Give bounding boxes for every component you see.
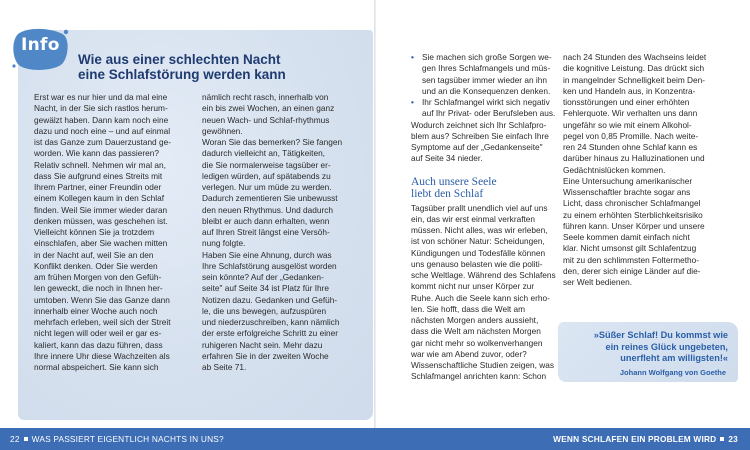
text-line: Wodurch zeichnet sich Ihr Schlafpro- <box>411 119 547 130</box>
text-line: Fehlerquote. Wir verhalten uns dann <box>563 108 698 119</box>
info-badge-label: Info <box>21 35 60 55</box>
text-line: in der Nacht auf, weil Sie an den <box>34 249 154 260</box>
text-line: ken und Handeln aus, in Konzentra- <box>563 85 696 96</box>
subheading-line: liebt den Schlaf <box>411 188 484 200</box>
text-line: dass Sie aufgrund eines Streits mit <box>34 170 163 181</box>
text-line: und niederzuschreiben, kann nämlich <box>202 317 340 327</box>
text-line: ser Welt bedienen. <box>563 277 633 287</box>
text-line: ein bis zwei Wochen, an einen ganz <box>202 103 335 114</box>
text-line: nach 24 Stunden des Wachseins leidet <box>563 52 707 62</box>
text-line: auf Seite 34 nieder. <box>411 153 483 164</box>
text-line: denken müssen, was geschehen ist. <box>34 215 168 226</box>
text-line: Schlafmangel anrichten kann: Schon <box>411 371 547 382</box>
text-line: führen kann. Unser Körper und unsere <box>563 220 705 231</box>
text-line: worden. Wie kann das passieren? <box>34 148 159 159</box>
text-line: umtoben. Wenn Sie das Ganze dann <box>34 294 170 305</box>
text-line: Konflikt denken. Oder Sie werden <box>34 260 158 271</box>
text-line: den neuen Rhythmus. Und dadurch <box>202 204 333 215</box>
text-line: innerhalb einer Woche auch noch <box>34 305 158 316</box>
text-line: Eine Untersuchung amerikanischer <box>563 175 693 186</box>
quote-line: »Süßer Schlaf! Du kommst wie <box>593 330 728 340</box>
subheading-line: Auch unsere Seele <box>411 175 497 188</box>
text-line: Wissenschaftler brachte sogar ans <box>563 187 691 197</box>
running-title-right: WENN SCHLAFEN EIN PROBLEM WIRD <box>553 434 717 444</box>
page-number-left: 22 <box>10 434 20 444</box>
text-line: Kündigungen und Todesfälle können <box>411 247 546 258</box>
bullet-text: auf Ihr Privat- oder Berufsleben aus. <box>422 108 556 119</box>
text-line: nächsten Morgen anders aussieht, <box>411 315 539 325</box>
text-line: Relativ schnell. Nehmen wir mal an, <box>34 159 166 170</box>
bullet-text: Ihr Schlafmangel wirkt sich negativ <box>422 97 550 107</box>
text-line: dass die Welt am nächsten Morgen <box>411 326 541 337</box>
text-line: Nacht, in der Sie sich rastlos herum- <box>34 103 168 114</box>
text-line: uns genauso belasten wie die politi- <box>411 258 543 269</box>
text-line: dadurch vielleicht an, Tätigkeiten, <box>202 148 325 159</box>
text-line: Ihre innere Uhr diese Wachzeiten als <box>34 350 170 361</box>
bullet-text: gen Ihres Schlafmangels und müs- <box>422 63 551 74</box>
text-line: darüber hinaus zu Halluzinationen und <box>563 153 705 164</box>
text-line: tionsstörungen und einer erhöhten <box>563 97 690 107</box>
text-line: mit zu den schlimmsten Foltermetho- <box>563 254 700 265</box>
text-line: ruhigeren Nacht sein. Mehr dazu <box>202 339 323 350</box>
text-line: pegel von 0,85 Promille. Nach weite- <box>563 130 699 141</box>
text-line: ledigen würden, auf spätabends zu <box>202 170 331 181</box>
text-line: Symptome auf der „Gedankenseite" <box>411 142 543 152</box>
text-line: Haben Sie eine Ahnung, durch was <box>202 249 332 260</box>
paragraph <box>411 120 549 165</box>
text-line: ungefähr so wie mit einem Alkohol- <box>563 119 692 130</box>
text-line: ren 24 Stunden ohne Schlaf kann es <box>563 142 698 152</box>
text-line: ist das Ganze zum Dauerzustand ge- <box>34 137 171 147</box>
text-line: finden. Weil Sie immer wieder daran <box>34 204 168 215</box>
text-line: sche Weltlage. Während des Schlafens <box>411 270 556 280</box>
text-line: klar. Nicht umsonst gilt Schlafentzug <box>563 243 697 254</box>
text-line: nämlich recht rasch, innerhalb von <box>202 92 329 102</box>
text-line: Ihrem Partner, einer Freundin oder <box>34 182 162 192</box>
quote-box <box>558 322 738 382</box>
text-line: ein, das wir erst einmal verkraften <box>411 213 536 224</box>
text-line: nung folgte. <box>202 238 246 249</box>
text-line: Ihre Schlafstörung ausgelöst worden <box>202 260 337 271</box>
quote-line: unerfleht am willigsten!« <box>620 353 728 363</box>
text-line: auf Ihren Streit längst eine Versöh- <box>202 227 330 237</box>
text-line: die Sie normalerweise tagsüber er- <box>202 159 331 170</box>
text-line: kaliert, kann das dazu führen, dass <box>34 339 163 350</box>
text-line: len. Sie hofft, dass die Welt am <box>411 303 526 314</box>
paragraph <box>411 202 556 383</box>
text-line: ab Seite 71. <box>202 362 247 372</box>
text-line: normal abspeichert. Sie kann sich <box>34 362 159 372</box>
bullet-line <box>411 75 549 86</box>
quote-line: ein reines Glück ungebeten, <box>605 341 728 352</box>
footer-left <box>10 434 224 444</box>
text-line: gewöhnen. <box>202 125 243 136</box>
bullet-line <box>411 63 549 74</box>
text-line: müssen. Nicht alles, was wir erleben, <box>411 225 548 235</box>
text-line: Dadurch zementieren Sie unbewusst <box>202 193 338 204</box>
text-line: kommt nicht nur unser Körper zur <box>411 281 535 292</box>
text-line: der erste erfolgreiche Schritt zu einer <box>202 328 339 339</box>
text-line: gewälzt haben. Dann kam noch eine <box>34 114 169 125</box>
text-line: gar nicht mehr so wolkenverhangen <box>411 337 543 348</box>
page-number-right: 23 <box>728 434 738 444</box>
text-line: dazu und noch eine – und auf einmal <box>34 125 171 136</box>
text-line: Vielleicht können Sie ja trotzdem <box>34 227 155 237</box>
text-line: zu einem erhöhten Sterblichkeitsrisiko <box>563 209 703 220</box>
text-line: Licht, dass chronischer Schlafmangel <box>563 198 701 209</box>
text-line: mehrfach erleben, weil sich der Streit <box>34 317 171 327</box>
bullet-item <box>411 52 552 97</box>
text-line: ist von schöner Natur: Scheidungen, <box>411 236 545 247</box>
text-line: sein könnte? Auf der „Gedanken- <box>202 272 324 282</box>
bullet-line <box>411 97 549 108</box>
text-line: Ruhe. Auch die Seele kann sich erho- <box>411 292 550 303</box>
text-line: den, derer sich einige Länder auf die- <box>563 265 701 276</box>
text-line: Gedächtnislücken kommen. <box>563 164 666 175</box>
footer-right <box>553 434 738 444</box>
text-line: verlegen. Nur um müde zu werden. <box>202 182 332 192</box>
square-bullet-icon <box>720 437 724 441</box>
text-line: bleibt er auch dann erhalten, wenn <box>202 215 330 226</box>
headline-line: Wie aus einer schlechten Nacht <box>78 52 281 67</box>
bullet-dot-icon: • <box>411 52 414 62</box>
text-line: neuen Wach- und Schlaf-rhythmus <box>202 114 330 125</box>
text-line: Erst war es nur hier und da mal eine <box>34 92 168 102</box>
text-line: am frühen Morgen von den Gefüh- <box>34 272 162 282</box>
text-line: erfahren Sie in der zweiten Woche <box>202 350 329 361</box>
text-line: le, die uns bewegen, aufzuspüren <box>202 305 327 316</box>
text-line: nicht legen will oder weil er gar es- <box>34 328 162 339</box>
text-line: seite" auf Seite 34 ist Platz für Ihre <box>202 283 330 294</box>
section-subheading <box>411 176 549 201</box>
text-line: in mangelnder Schnelligkeit beim Den- <box>563 74 706 85</box>
bullet-line <box>411 108 556 119</box>
text-line: len geweckt, die noch in Ihnen her- <box>34 283 163 294</box>
headline-line: eine Schlafstörung werden kann <box>78 67 286 82</box>
bullet-text: Sie machen sich große Sorgen we- <box>422 52 552 62</box>
quote-text <box>594 330 728 365</box>
quote-author: Johann Wolfgang von Goethe <box>619 368 726 377</box>
running-title-left: WAS PASSIERT EIGENTLICH NACHTS IN UNS? <box>31 434 224 444</box>
right-column-1 <box>411 52 556 383</box>
bullet-text: und an die Konsequenzen denken. <box>422 85 551 96</box>
text-line: einschlafen, aber Sie wachen mitten <box>34 238 168 249</box>
bullet-item <box>411 97 556 120</box>
bullet-list <box>411 52 556 120</box>
text-line: Notizen dazu. Gedanken und Gefüh- <box>202 294 338 305</box>
page-footer <box>0 428 750 450</box>
bullet-line <box>411 86 549 97</box>
text-line: einem Kollegen kaum in den Schlaf <box>34 193 165 204</box>
bullet-text: sen tagsüber immer wieder an ihn <box>422 74 547 85</box>
text-line: die kognitive Leistung. Das drückt sich <box>563 63 705 74</box>
text-line: Woran Sie das bemerken? Sie fangen <box>202 137 343 147</box>
text-line: Seele kommen damit einfach nicht <box>563 232 690 242</box>
bullet-line <box>411 52 552 63</box>
square-bullet-icon <box>24 437 28 441</box>
bullet-dot-icon: • <box>411 97 414 107</box>
right-column-2 <box>563 52 713 288</box>
text-line: blem aus? Schreiben Sie einfach Ihre <box>411 130 549 141</box>
text-line: Wissenschaftliche Studien zeigen, was <box>411 360 554 370</box>
text-line: war wie am Abend zuvor, oder? <box>411 348 527 359</box>
text-line: Tagsüber prallt unendlich viel auf uns <box>411 202 548 213</box>
